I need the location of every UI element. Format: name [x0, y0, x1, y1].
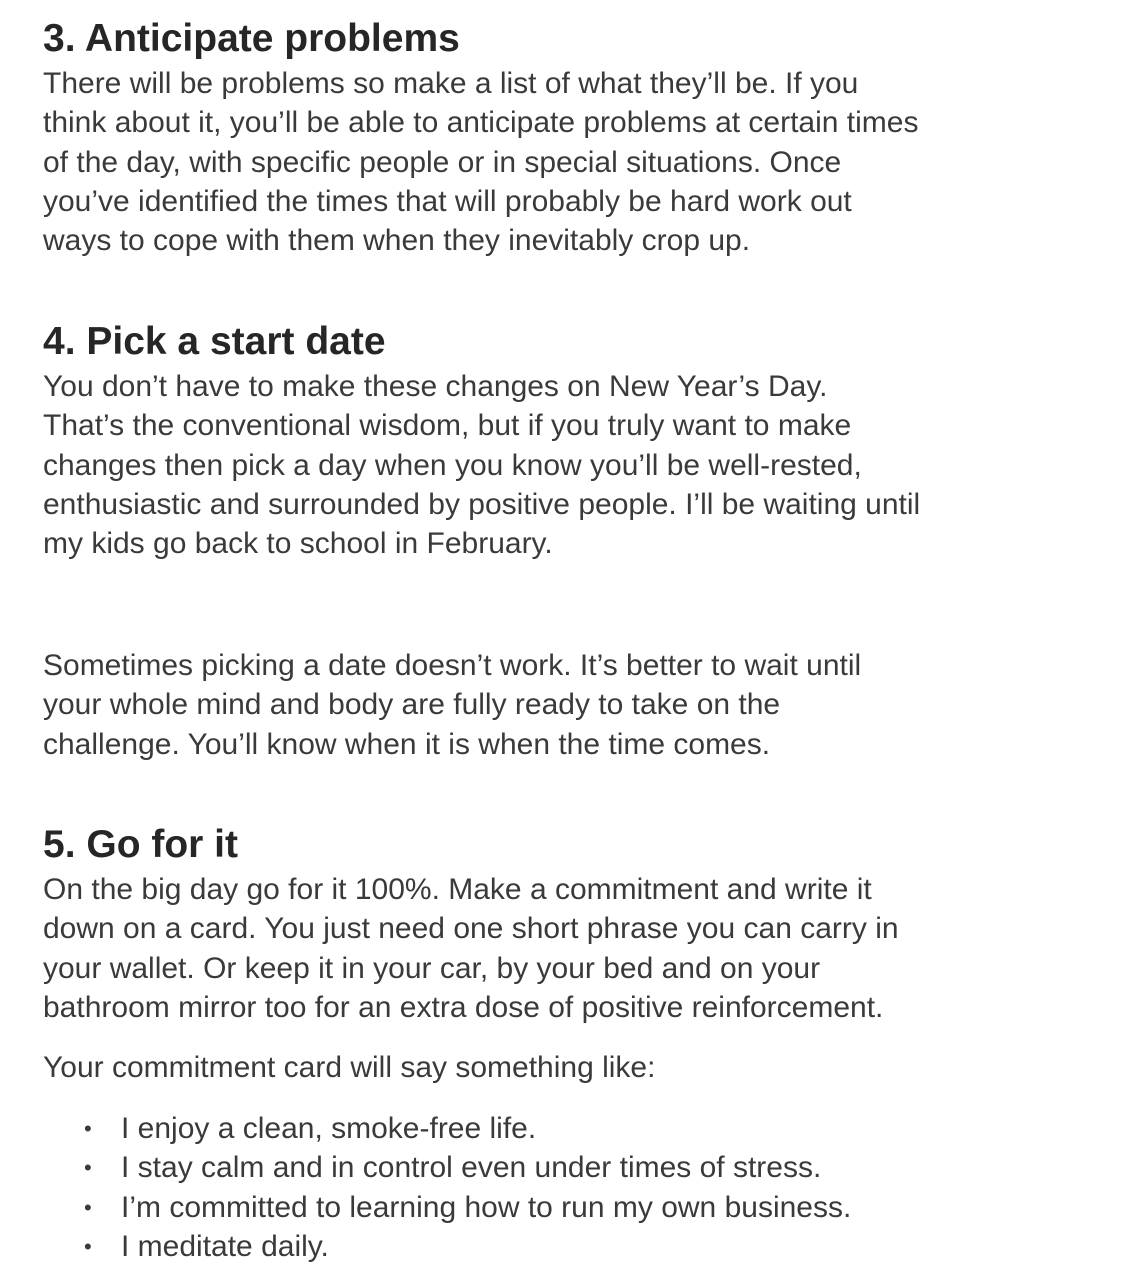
paragraph-line: On the big day go for it 100%. Make a commitment and write it: [43, 873, 872, 906]
paragraph-line: your whole mind and body are fully ready to take on the: [43, 688, 781, 722]
list-item: [43, 1227, 851, 1266]
paragraph-line: your wallet. Or keep it in your car, by your bed and on your: [43, 951, 821, 985]
paragraph-line: Your commitment card will say something like:: [43, 1051, 656, 1084]
section-heading-anticipate-problems: 3. Anticipate problems: [43, 17, 460, 60]
paragraph-line: challenge. You’ll know when it is when the time comes.: [43, 727, 771, 761]
paragraph-line: You don’t have to make these changes on New Year’s Day.: [43, 370, 828, 403]
list-item: [43, 1188, 851, 1227]
bullet-icon: •: [84, 1155, 92, 1181]
paragraph-line: There will be problems so make a list of what they’ll be. If you: [43, 67, 859, 100]
bullet-icon: •: [84, 1194, 92, 1220]
list-item-text: I enjoy a clean, smoke-free life.: [121, 1112, 537, 1145]
paragraph-line: down on a card. You just need one short phrase you can carry in: [43, 912, 899, 946]
paragraph-pick-start-date: [43, 367, 920, 563]
paragraph-commitment-card: [43, 1048, 655, 1087]
paragraph-line: Sometimes picking a date doesn’t work. It’s better to wait until: [43, 649, 862, 682]
list-item-text: I stay calm and in control even under times of stress.: [121, 1151, 822, 1185]
list-item-text: I’m committed to learning how to run my own business.: [121, 1190, 852, 1224]
bullet-icon: •: [84, 1116, 92, 1141]
paragraph-anticipate-problems: [43, 64, 918, 260]
bullet-icon: •: [84, 1233, 92, 1259]
paragraph-line: That’s the conventional wisdom, but if you truly want to make: [43, 409, 852, 443]
paragraph-line: you’ve identified the times that will probably be hard work out: [43, 184, 852, 218]
paragraph-line: think about it, you’ll be able to anticipate problems at certain times: [43, 106, 919, 140]
paragraph-line: my kids go back to school in February.: [43, 527, 553, 561]
paragraph-go-for-it: [43, 870, 899, 1027]
paragraph-line: ways to cope with them when they inevitably crop up.: [43, 224, 751, 258]
section-heading-go-for-it: 5. Go for it: [43, 823, 238, 866]
paragraph-line: changes then pick a day when you know you’ll be well-rested,: [43, 448, 862, 482]
paragraph-line: bathroom mirror too for an extra dose of positive reinforcement.: [43, 990, 884, 1024]
section-heading-pick-start-date: 4. Pick a start date: [43, 320, 386, 363]
list-item: [43, 1109, 851, 1148]
list-item: [43, 1148, 851, 1187]
list-item-text: I meditate daily.: [121, 1229, 329, 1263]
paragraph-sometimes: [43, 646, 861, 764]
paragraph-line: of the day, with specific people or in special situations. Once: [43, 145, 842, 179]
paragraph-line: enthusiastic and surrounded by positive people. I’ll be waiting until: [43, 487, 921, 521]
commitment-bullet-list: [43, 1109, 851, 1266]
